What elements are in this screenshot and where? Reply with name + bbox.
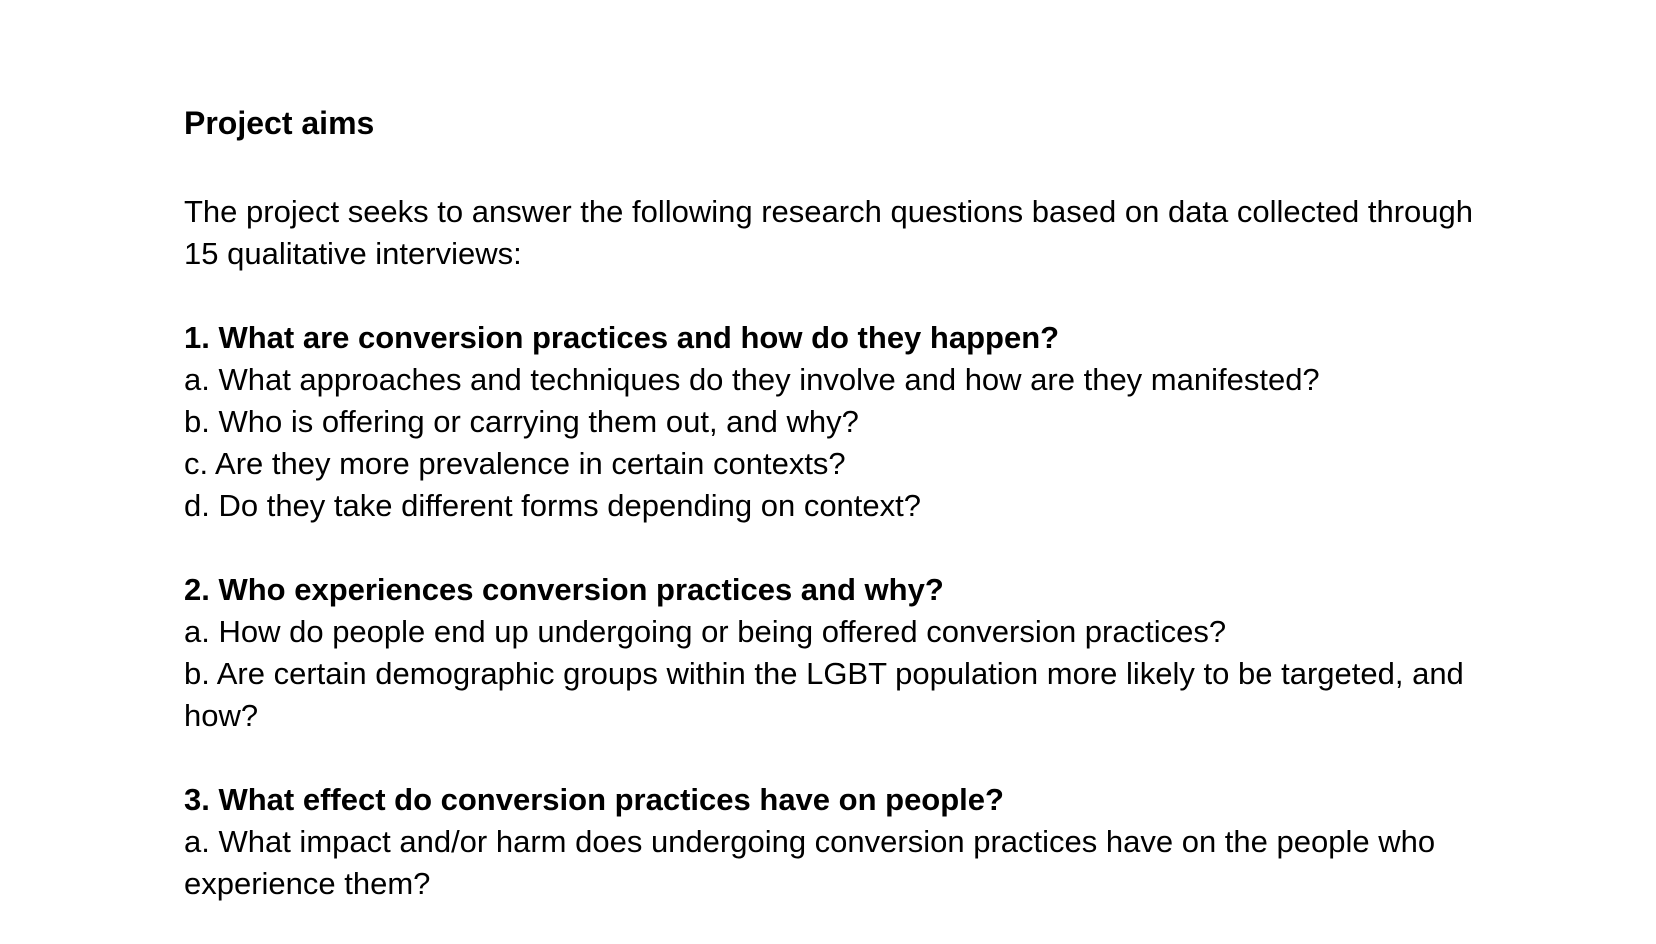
document-page xyxy=(184,102,1484,905)
question-title: 1. What are conversion practices and how do they happen? xyxy=(184,320,1060,355)
question-block-1 xyxy=(184,317,1484,527)
sub-question: d. Do they take different forms depending on context? xyxy=(184,488,922,523)
question-block-2 xyxy=(184,569,1484,737)
question-title: 2. Who experiences conversion practices and why? xyxy=(184,572,944,607)
sub-question: b. Are certain demographic groups within the LGBT population more likely to be targeted, and how? xyxy=(184,656,1464,733)
sub-question: a. What impact and/or harm does undergoing conversion practices have on the people who experience them? xyxy=(184,824,1436,901)
sub-question: a. How do people end up undergoing or being offered conversion practices? xyxy=(184,614,1227,649)
question-block-3 xyxy=(184,779,1484,905)
page-title: Project aims xyxy=(184,105,375,141)
intro-paragraph: The project seeks to answer the following research questions based on data collected through 15 qualitative interviews: xyxy=(184,194,1473,271)
sub-question: b. Who is offering or carrying them out, and why? xyxy=(184,404,859,439)
sub-question: a. What approaches and techniques do they involve and how are they manifested? xyxy=(184,362,1320,397)
sub-question: c. Are they more prevalence in certain contexts? xyxy=(184,446,846,481)
question-title: 3. What effect do conversion practices have on people? xyxy=(184,782,1004,817)
